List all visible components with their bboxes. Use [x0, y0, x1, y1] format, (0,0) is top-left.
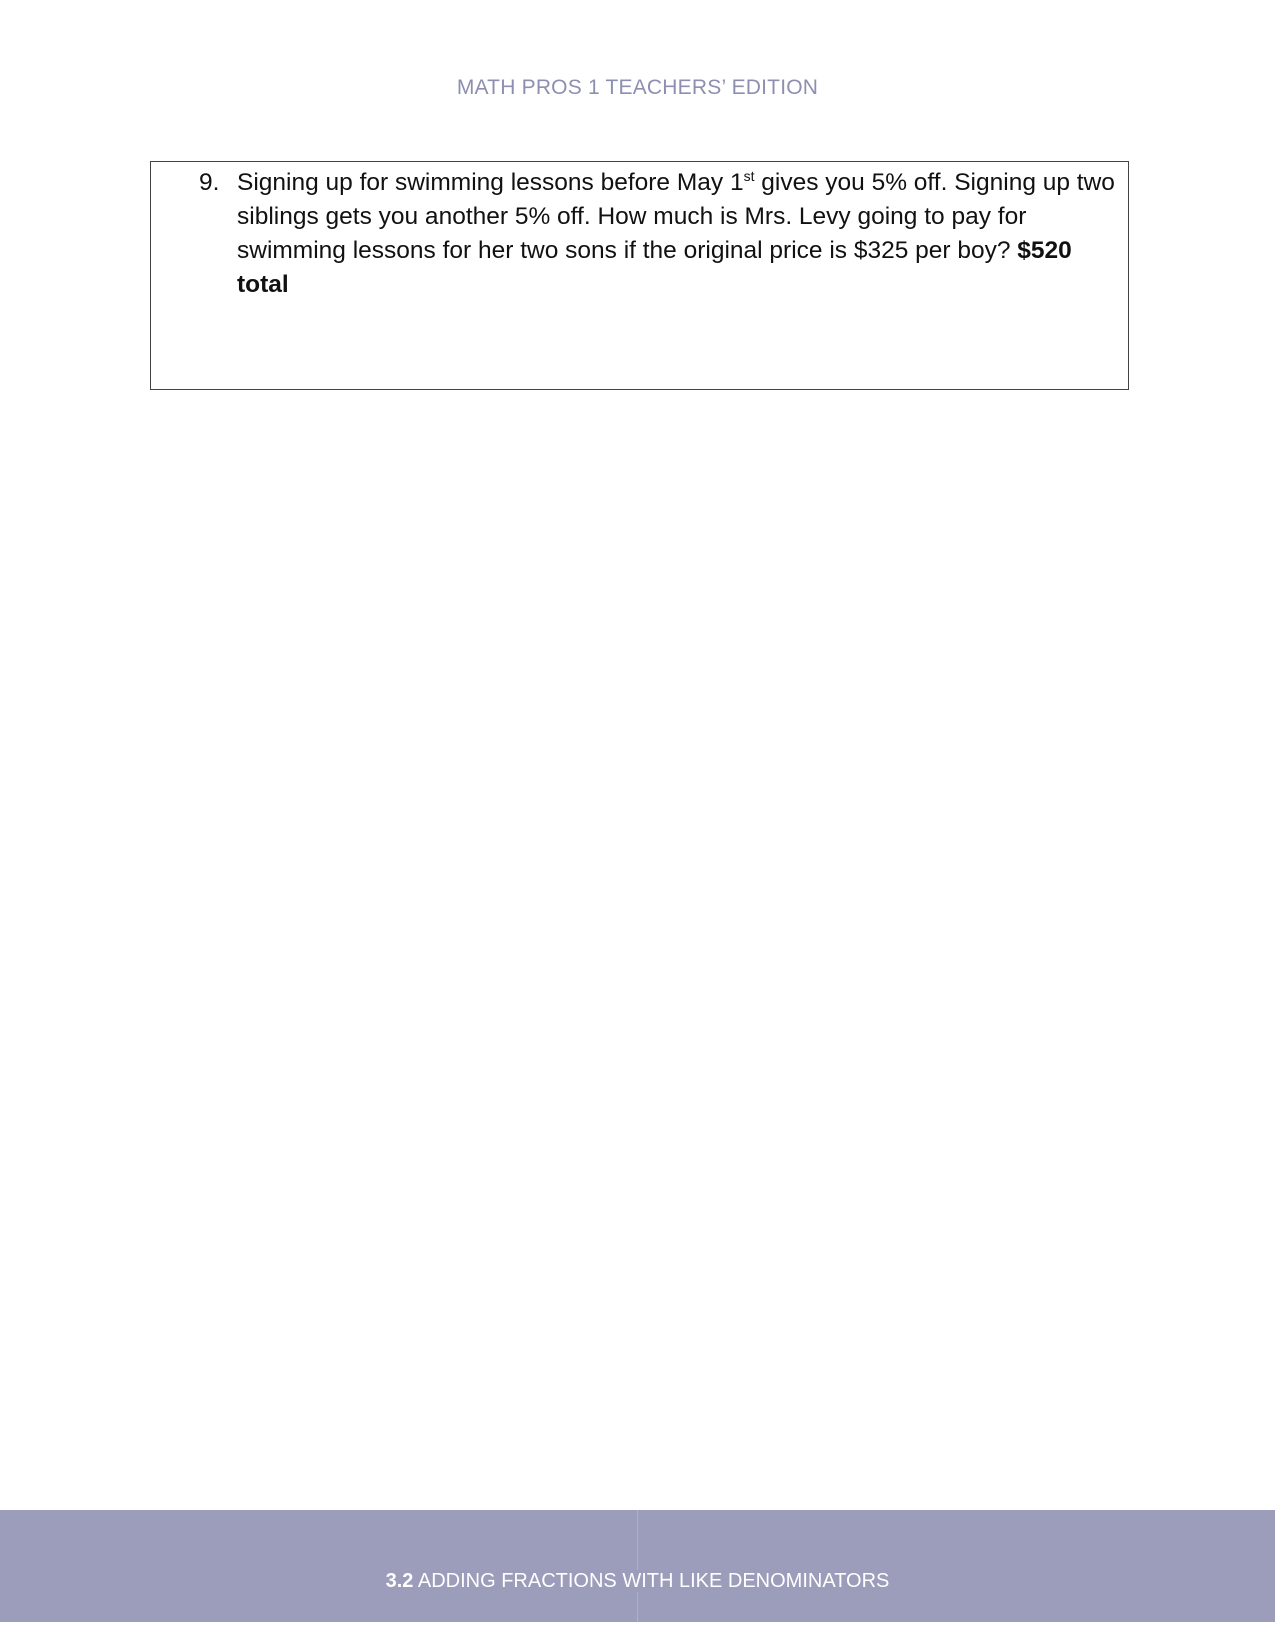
- page-footer: [0, 1510, 1275, 1622]
- footer-section-label: [0, 1570, 1275, 1593]
- question-text-part2: gives you 5% off. Signing up two siblings gets you another 5% off. How much is Mrs. Levy going to pay for swimming lessons for her two sons if the original price is $325 per boy?: [237, 169, 1115, 264]
- question-number: 9.: [199, 169, 220, 196]
- question-text: [237, 166, 1119, 302]
- ordinal-superscript: st: [743, 168, 755, 184]
- section-number: 3.2: [385, 1570, 414, 1592]
- page-header: MATH PROS 1 TEACHERS’ EDITION: [456, 76, 819, 99]
- answer-text: $520 total: [237, 237, 1072, 298]
- section-title: ADDING FRACTIONS WITH LIKE DENOMINATORS: [417, 1570, 890, 1592]
- question-box: [150, 161, 1129, 390]
- question-item: [199, 166, 1119, 302]
- footer-divider: [637, 1510, 638, 1622]
- question-text-part1: Signing up for swimming lessons before May 1: [237, 169, 744, 196]
